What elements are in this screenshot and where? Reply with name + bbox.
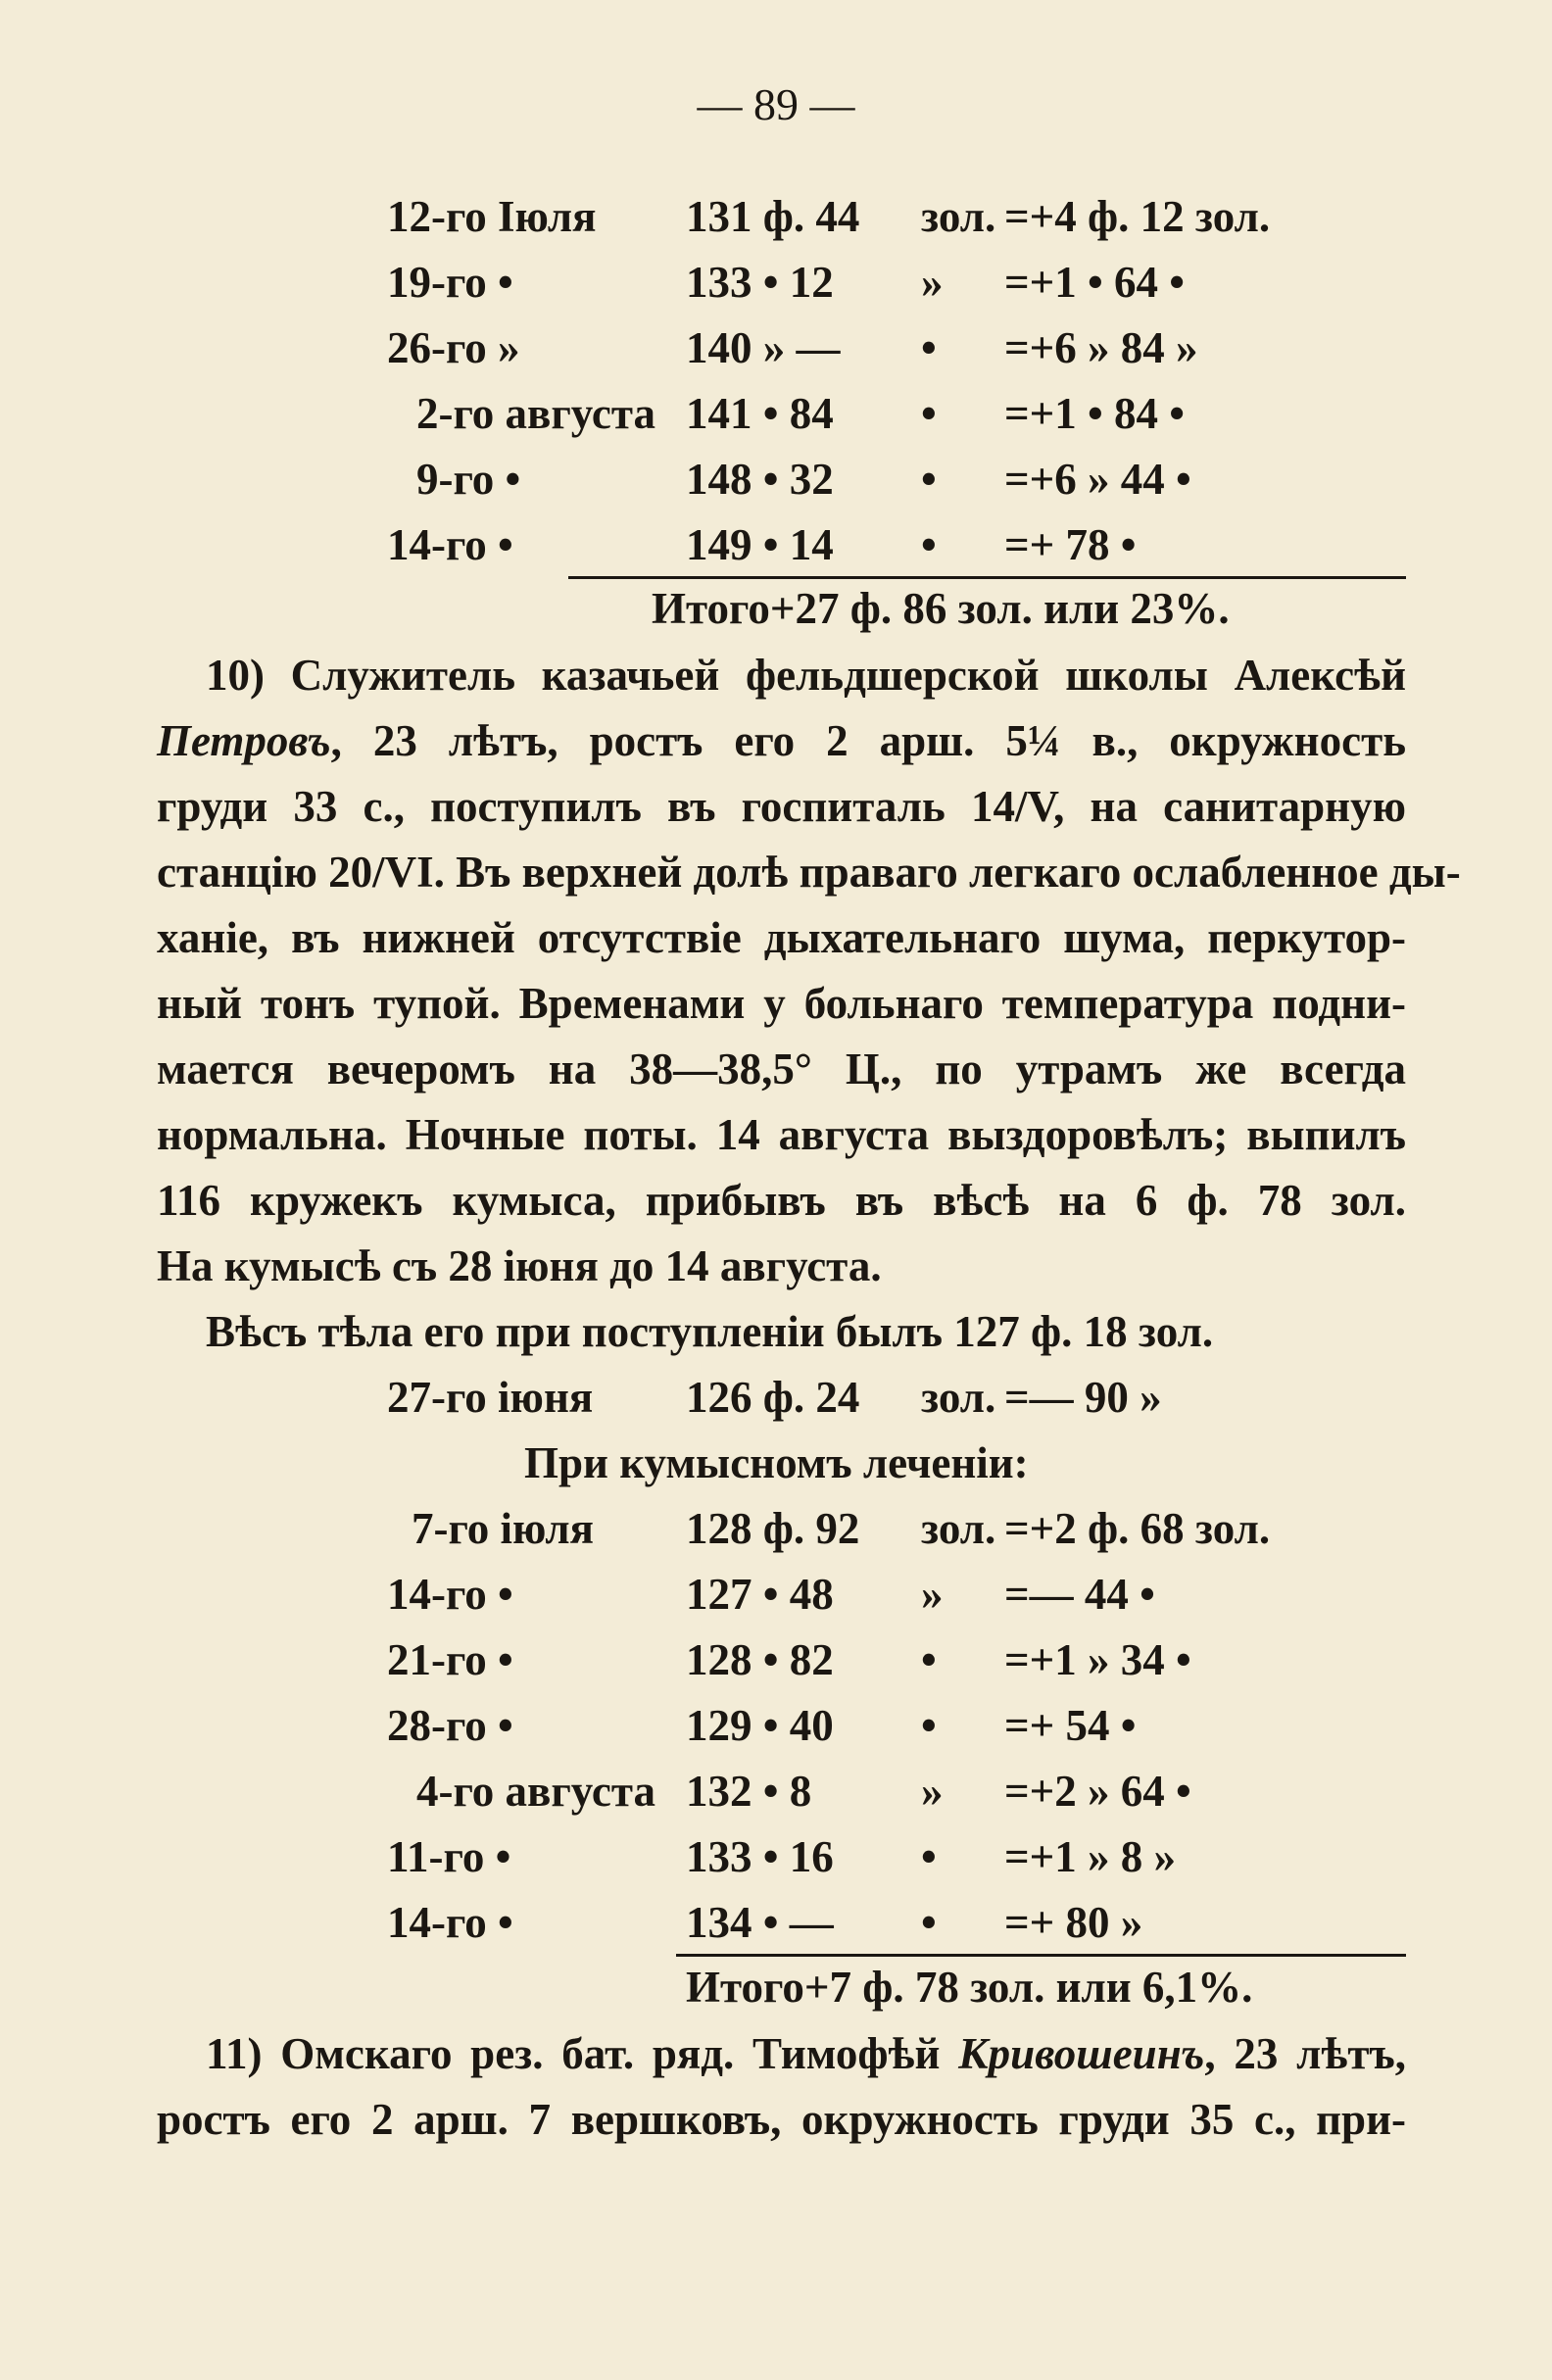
table-total: Итого+27 ф. 86 зол. или 23%. — [652, 584, 1230, 633]
text-line: ный тонъ тупой. Временами у больнаго температура подни- — [157, 979, 1406, 1028]
text-line: груди 33 с., поступилъ въ госпиталь 14/V, на санитарную — [157, 782, 1406, 831]
surname: Кривошеинъ — [958, 2029, 1205, 2078]
text-line: нормальна. Ночные поты. 14 августа выздоровѣлъ; выпилъ — [157, 1110, 1406, 1159]
table-rule — [676, 1954, 1406, 1957]
text-line: ростъ его 2 арш. 7 вершковъ, окружность груди 35 с., при- — [157, 2095, 1406, 2144]
text-line: Петровъ, 23 лѣтъ, ростъ его 2 арш. 5¼ в., окружность — [157, 716, 1406, 765]
text-line: 11) Омскаго рез. бат. ряд. Тимофѣй Кривошеинъ, 23 лѣтъ, — [206, 2029, 1406, 2078]
page-number: — 89 — — [697, 79, 855, 129]
text-line: станцію 20/VI. Въ верхней долѣ праваго легкаго ослабленное ды- — [157, 848, 1461, 897]
surname: Петровъ — [157, 716, 331, 765]
text-line: 116 кружекъ кумыса, прибывъ въ вѣсѣ на 6 ф. 78 зол. — [157, 1176, 1406, 1225]
text-line: 10) Служитель казачьей фельдшерской школы Алексѣй — [206, 651, 1406, 700]
document-page: — 89 — 12-го Іюля 131 ф. 44 зол. =+4 ф. 12 зол. 19-го • 133 • 12 » =+1 • 64 • 26-го » 140 » — • =+6 » 84 » 2-го августа 141 • 84 • =+1 • 84 • 9-го • 148 • 32 • =+6 » 44 • 14-го • 149 • 14 • =+ 78 • Итого+27 ф. 86 зол. или 23%. 10) Служитель казачьей фельдшерской школы Алексѣй Петровъ, 23 лѣтъ, ростъ его 2 арш. 5¼ в., окружность груди 33 с., поступилъ въ госпиталь 14/V, на санитарную станцію 20/VI. Въ верхней долѣ праваго легкаго ослабленное ды- ханіе, въ нижней отсутствіе дыхательнаго шума, перкутор- ный тонъ тупой. Временами у больнаго температура подни- мается вечеромъ на 38—38,5° Ц., по утрамъ же всегда нормальна. Ночные поты. 14 августа выздоровѣлъ; выпилъ 116 кружекъ кумыса, прибывъ въ вѣсѣ на 6 ф. 78 зол. На кумысѣ съ 28 іюня до 14 августа. Вѣсъ тѣла его при поступленіи былъ 127 ф. 18 зол. 27-го іюня 126 ф. 24 зол. =— 90 » При кумысномъ леченіи: 7-го іюля 128 ф. 92 зол. =+2 ф. 68 зол. 14-го • 127 • 48 » =— 44 • 21-го • 128 • 82 • =+1 » 34 • 28-го • 129 • 40 • =+ 54 • 4-го августа 132 • 8 » =+2 » 64 • 11-го • 133 • 16 • =+1 » 8 » 14-го • 134 • — • =+ 80 » Итого+7 ф. 78 зол. или 6,1%. 11) Омскаго рез. бат. ряд. Тимофѣй Кривошеинъ, 23 лѣтъ, ростъ его 2 арш. 7 вершковъ, окружность груди 35 с., при- — [0, 0, 1552, 2380]
weight-intro: Вѣсъ тѣла его при поступленіи былъ 127 ф. 18 зол. — [206, 1307, 1214, 1356]
table-rule — [568, 576, 1406, 579]
table-total: Итого+7 ф. 78 зол. или 6,1%. — [686, 1963, 1253, 2012]
text-line: На кумысѣ съ 28 іюня до 14 августа. — [157, 1241, 882, 1290]
section-heading: При кумысномъ леченіи: — [524, 1438, 1029, 1487]
text-line: мается вечеромъ на 38—38,5° Ц., по утрамъ же всегда — [157, 1044, 1406, 1093]
text-line: ханіе, въ нижней отсутствіе дыхательнаго шума, перкутор- — [157, 913, 1406, 962]
